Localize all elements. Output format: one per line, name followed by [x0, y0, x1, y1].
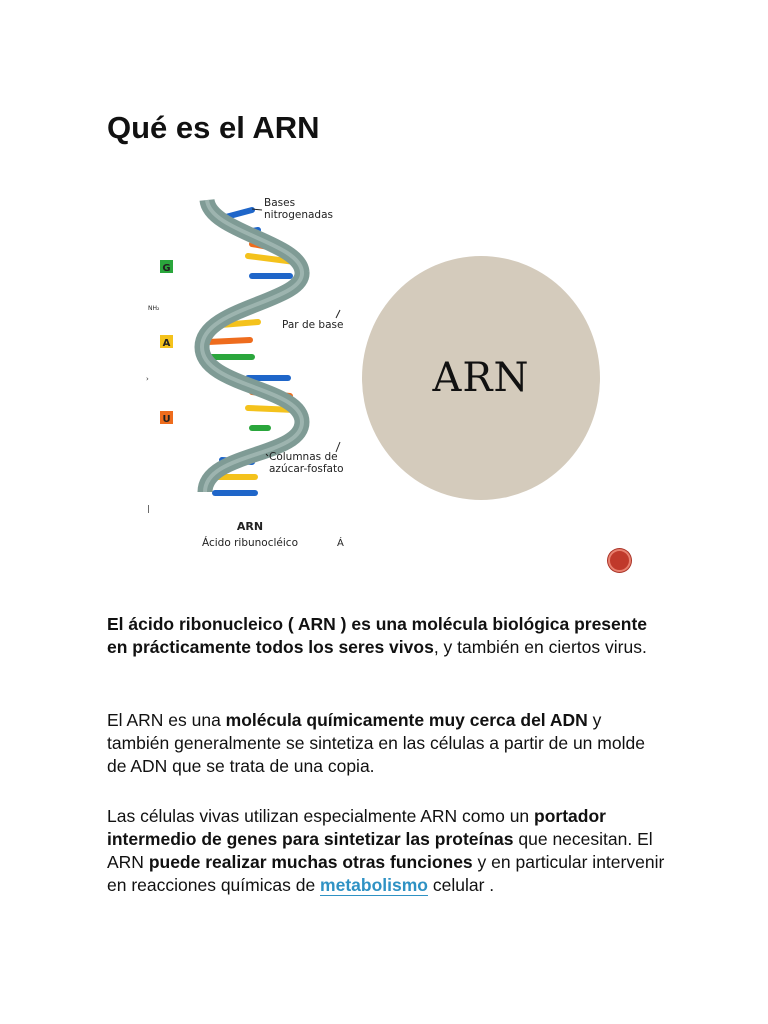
rna-diagram-figure [140, 192, 350, 554]
figure-edge-mark: Á [337, 538, 344, 549]
functions-bold-1: portador intermedio de genes para sintetizar las proteínas [107, 806, 606, 849]
label-bases-line1: Bases [264, 197, 296, 209]
figure-caption-subtitle: Ácido ribunocléico [201, 537, 299, 549]
figure-caption-title: ARN [236, 520, 264, 533]
definition-bold: El ácido ribonucleico ( ARN ) es una molécula biológica presente en prácticamente todos los seres vivos [107, 614, 648, 657]
label-base-pair: Par de base [282, 319, 344, 331]
metabolismo-link[interactable]: metabolismo [320, 875, 428, 895]
record-dot-icon[interactable] [608, 549, 631, 572]
base-letter-a: A [162, 338, 171, 349]
page-title: Qué es el ARN [107, 110, 320, 145]
label-bases-line2: nitrogenadas [264, 209, 333, 221]
base-letter-g: G [162, 263, 171, 274]
paragraph-relation-dna [107, 709, 667, 778]
arn-circle [362, 256, 600, 500]
functions-text-a: Las células vivas utilizan especialmente ARN como un [107, 806, 535, 826]
side-mark: › [146, 375, 149, 383]
functions-text-c: y en particular intervenir en reacciones químicas de [107, 852, 665, 895]
relation-text-a: El ARN es una [107, 710, 226, 730]
label-backbone-line1: Columnas de [269, 451, 338, 463]
label-backbone-line2: azúcar-fosfato [269, 463, 344, 475]
definition-rest: , y también en ciertos virus. [433, 637, 647, 657]
relation-bold: molécula químicamente muy cerca del ADN [225, 710, 588, 730]
arn-circle-label: ARN [432, 355, 530, 401]
paragraph-definition [107, 613, 667, 659]
base-bar [208, 340, 250, 342]
rna-diagram-svg [140, 192, 350, 554]
base-letter-u: U [162, 414, 171, 425]
backbone-pointer-2 [336, 442, 340, 452]
side-mark-2: | [147, 504, 150, 513]
paragraph-functions [107, 805, 667, 897]
functions-bold-2: puede realizar muchas otras funciones [148, 852, 473, 872]
functions-text-d: celular . [428, 875, 495, 895]
pair-pointer [336, 310, 340, 318]
functions-text-b: que necesitan. El ARN [107, 829, 653, 872]
relation-text-b: y también generalmente se sintetiza en las células a partir de un molde de ADN que se trata de una copia. [107, 710, 645, 776]
nh2-label: NH₂ [148, 305, 160, 312]
